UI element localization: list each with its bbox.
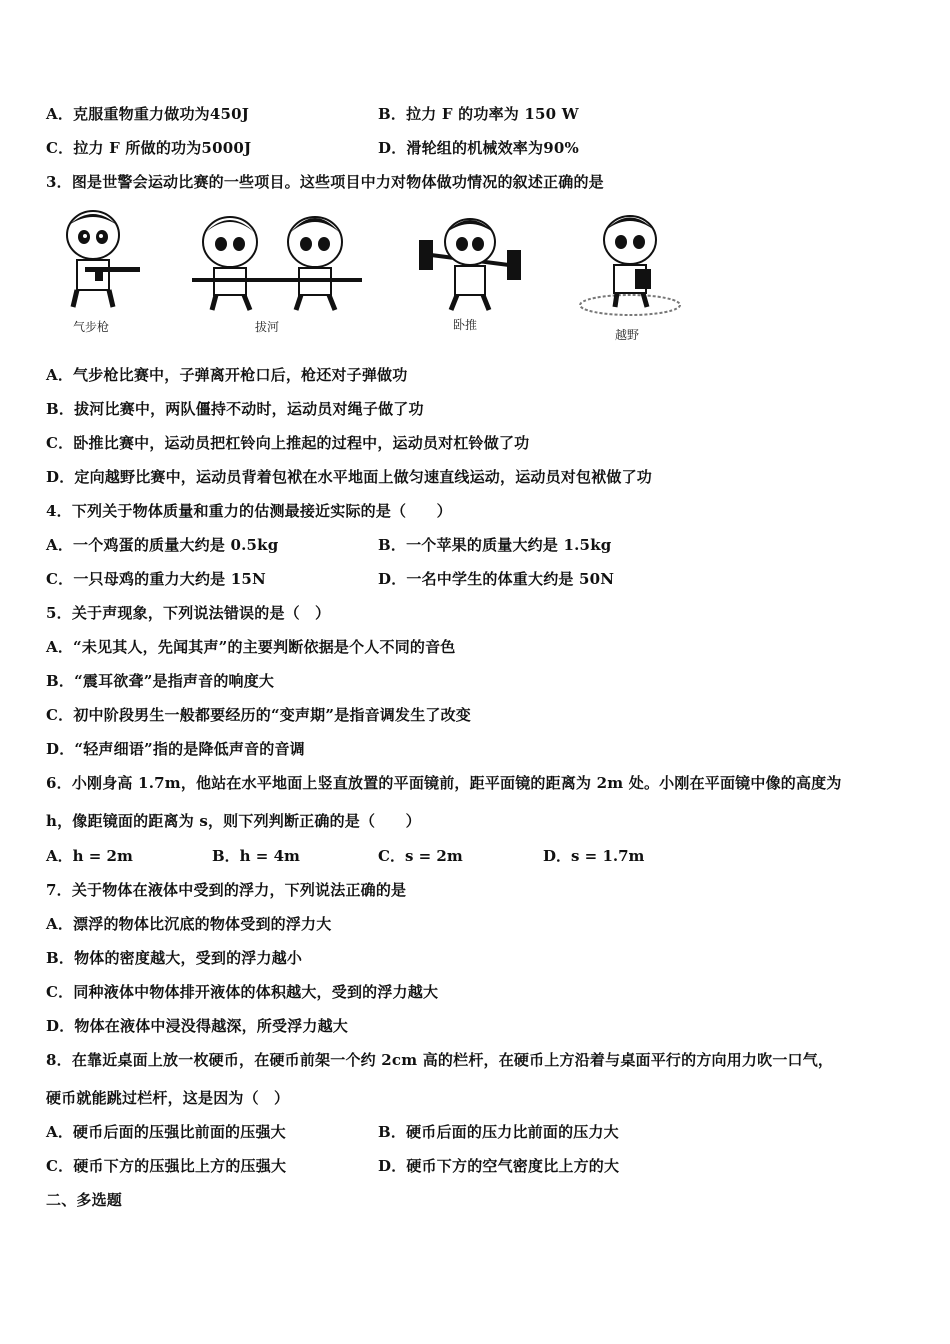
air-rifle-figure — [55, 205, 145, 315]
orienteering-figure — [575, 205, 685, 320]
q5-option-c: C．初中阶段男生一般都要经历的“变声期”是指音调发生了改变 — [46, 706, 471, 724]
q2-option-d: D．滑轮组的机械效率为90% — [378, 139, 579, 157]
q8-stem-line1: 8．在靠近桌面上放一枚硬币，在硬币前架一个约 2cm 高的栏杆，在硬币上方沿着与桌面平行的方向用力吹一口气， — [46, 1051, 834, 1069]
q6-option-b: B．h = 4m — [212, 847, 300, 865]
q7-option-b: B．物体的密度越大，受到的浮力越小 — [46, 949, 303, 967]
q4-option-c: C．一只母鸡的重力大约是 15N — [46, 570, 266, 588]
caption-tug-of-war: 拔河 — [255, 320, 280, 334]
q7-option-d: D．物体在液体中浸没得越深，所受浮力越大 — [46, 1017, 349, 1035]
q8-option-c: C．硬币下方的压强比上方的压强大 — [46, 1157, 287, 1175]
q5-option-b: B．“震耳欲聋”是指声音的响度大 — [46, 672, 275, 690]
q7-stem: 7．关于物体在液体中受到的浮力，下列说法正确的是 — [46, 881, 407, 899]
bench-press-figure — [415, 210, 525, 315]
caption-orienteering: 越野 — [615, 328, 640, 342]
q2-option-b: B．拉力 F 的功率为 150 W — [378, 105, 579, 123]
q3-option-c: C．卧推比赛中，运动员把杠铃向上推起的过程中，运动员对杠铃做了功 — [46, 434, 530, 452]
q4-option-a: A．一个鸡蛋的质量大约是 0.5kg — [46, 536, 279, 554]
q3-stem: 3．图是世警会运动比赛的一些项目。这些项目中力对物体做功情况的叙述正确的是 — [46, 173, 604, 191]
q5-stem: 5．关于声现象，下列说法错误的是（ ） — [46, 604, 331, 622]
q5-option-a: A．“未见其人，先闻其声”的主要判断依据是个人不同的音色 — [46, 638, 456, 656]
q8-option-d: D．硬币下方的空气密度比上方的大 — [378, 1157, 620, 1175]
q3-option-a: A．气步枪比赛中，子弹离开枪口后，枪还对子弹做功 — [46, 366, 408, 384]
q3-figures — [55, 200, 695, 350]
q7-option-a: A．漂浮的物体比沉底的物体受到的浮力大 — [46, 915, 332, 933]
q3-option-d: D．定向越野比赛中，运动员背着包袱在水平地面上做匀速直线运动，运动员对包袱做了功 — [46, 468, 653, 486]
q6-stem-line2: h，像距镜面的距离为 s，则下列判断正确的是（ ） — [46, 812, 421, 830]
q6-stem-line1: 6．小刚身高 1.7m，他站在水平地面上竖直放置的平面镜前，距平面镜的距离为 2m 处。小刚在平面镜中像的高度为 — [46, 774, 842, 792]
q4-option-b: B．一个苹果的质量大约是 1.5kg — [378, 536, 612, 554]
q2-option-a: A．克服重物重力做功为450J — [46, 105, 250, 123]
q5-option-d: D．“轻声细语”指的是降低声音的音调 — [46, 740, 305, 758]
q8-stem-line2: 硬币就能跳过栏杆，这是因为（ ） — [46, 1089, 290, 1107]
q4-stem: 4．下列关于物体质量和重力的估测最接近实际的是（ ） — [46, 502, 452, 520]
q8-option-b: B．硬币后面的压力比前面的压力大 — [378, 1123, 619, 1141]
tug-of-war-figure — [190, 200, 365, 315]
q2-option-c: C．拉力 F 所做的功为5000J — [46, 139, 252, 157]
section-heading-multiple-choice: 二、多选题 — [46, 1191, 123, 1209]
q4-option-d: D．一名中学生的体重大约是 50N — [378, 570, 615, 588]
q6-option-a: A．h = 2m — [46, 847, 133, 865]
q6-option-c: C．s = 2m — [378, 847, 463, 865]
caption-air-rifle: 气步枪 — [73, 320, 110, 334]
caption-bench-press: 卧推 — [453, 318, 478, 332]
q8-option-a: A．硬币后面的压强比前面的压强大 — [46, 1123, 286, 1141]
q6-option-d: D．s = 1.7m — [543, 847, 645, 865]
q7-option-c: C．同种液体中物体排开液体的体积越大，受到的浮力越大 — [46, 983, 439, 1001]
q3-option-b: B．拔河比赛中，两队僵持不动时，运动员对绳子做了功 — [46, 400, 424, 418]
